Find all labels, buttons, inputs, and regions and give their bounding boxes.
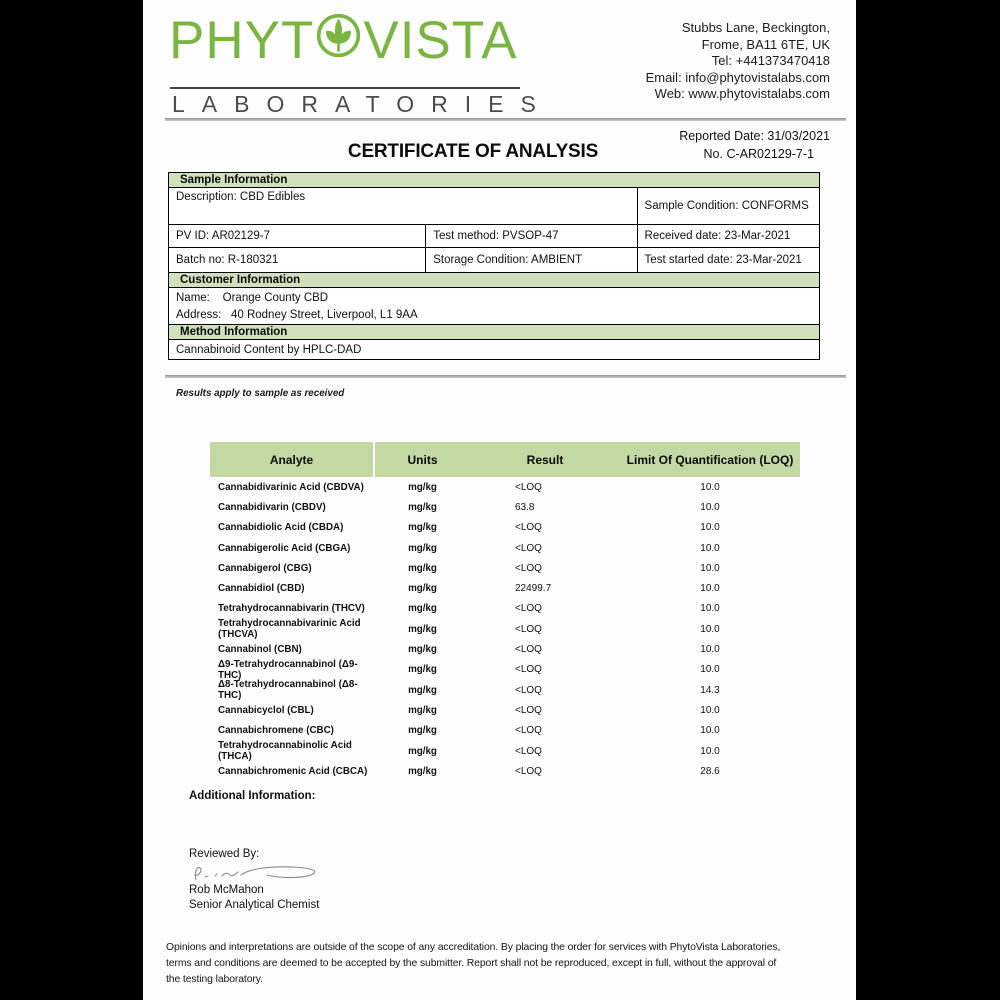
analyte-result: <LOQ <box>515 684 542 696</box>
analyte-units: mg/kg <box>408 704 437 716</box>
disclaimer-line1: Opinions and interpretations are outside of the scope of any accreditation. By placing the order for services with PhytoVista Laboratories, <box>166 942 781 953</box>
customer-information-header: Customer Information <box>168 272 820 288</box>
report-meta <box>679 127 830 163</box>
analyte-result: <LOQ <box>515 644 542 656</box>
sample-information-table <box>168 188 820 273</box>
lab-contact-block <box>646 20 830 103</box>
reviewed-by-label: Reviewed By: <box>189 848 260 860</box>
analyte-units: mg/kg <box>408 684 437 696</box>
results-table-row <box>210 538 800 558</box>
analyte-units: mg/kg <box>408 745 437 757</box>
analyte-name: Δ9-Tetrahydrocannabinol (Δ9-THC) <box>218 658 358 681</box>
results-table-row <box>210 518 800 538</box>
analyte-loq: 10.0 <box>700 745 720 757</box>
results-table-row <box>210 497 800 517</box>
column-header-result: Result <box>526 452 564 467</box>
analyte-loq: 10.0 <box>700 522 720 534</box>
contact-email: Email: info@phytovistalabs.com <box>645 69 830 85</box>
signer-title: Senior Analytical Chemist <box>189 899 320 911</box>
disclaimer-line3: the testing laboratory. <box>166 974 263 985</box>
received-date-cell: Received date: 23-Mar-2021 <box>637 225 819 247</box>
analyte-loq: 14.3 <box>700 684 720 696</box>
contact-web: Web: www.phytovistalabs.com <box>654 86 830 101</box>
analyte-loq: 10.0 <box>700 603 720 615</box>
analyte-result: <LOQ <box>515 603 542 615</box>
analyte-units: mg/kg <box>408 481 437 493</box>
pv-id-cell: PV ID: AR02129-7 <box>176 230 270 242</box>
analyte-result: <LOQ <box>515 745 542 757</box>
sample-information-header: Sample Information <box>168 172 820 188</box>
analyte-name: Cannabichromene (CBC) <box>218 725 334 737</box>
column-header-units: Units <box>407 452 438 467</box>
analyte-result: <LOQ <box>515 765 542 777</box>
analyte-loq: 10.0 <box>700 704 720 716</box>
analyte-loq: 10.0 <box>700 542 720 554</box>
analyte-units: mg/kg <box>408 725 437 737</box>
method-information-box: Cannabinoid Content by HPLC-DAD <box>168 340 820 360</box>
reported-date: Reported Date: 31/03/2021 <box>679 129 830 143</box>
results-table-row <box>210 477 800 497</box>
signer-block <box>189 883 319 913</box>
analyte-result: 22499.7 <box>515 583 552 595</box>
analyte-units: mg/kg <box>408 664 437 676</box>
analyte-name: Cannabidivarinic Acid (CBDVA) <box>218 481 364 493</box>
signer-name: Rob McMahon <box>189 884 264 896</box>
analyte-name: Cannabinol (CBN) <box>218 644 302 656</box>
results-table-body <box>210 477 800 781</box>
contact-address-line1: Stubbs Lane, Beckington, <box>681 20 830 35</box>
column-header-loq: Limit Of Quantification (LOQ) <box>626 452 794 467</box>
header-divider <box>165 118 846 121</box>
leaf-circle-icon <box>315 12 362 68</box>
results-table-row <box>210 741 800 761</box>
analyte-result: <LOQ <box>515 704 542 716</box>
analyte-name: Cannabichromenic Acid (CBCA) <box>218 765 368 777</box>
analyte-units: mg/kg <box>408 765 437 777</box>
results-table <box>210 442 800 781</box>
certificate-page <box>143 0 856 1000</box>
analyte-units: mg/kg <box>408 522 437 534</box>
analyte-name: Cannabigerolic Acid (CBGA) <box>218 542 351 554</box>
contact-phone: Tel: +441373470418 <box>711 53 830 68</box>
analyte-result: <LOQ <box>515 725 542 737</box>
analyte-name: Cannabidiolic Acid (CBDA) <box>218 522 344 534</box>
analyte-name: Cannabidivarin (CBDV) <box>218 501 326 513</box>
analyte-loq: 10.0 <box>700 562 720 574</box>
additional-information-label: Additional Information: <box>189 790 316 802</box>
logo-wordmark <box>169 12 518 68</box>
analyte-loq: 10.0 <box>700 583 720 595</box>
method-information-header: Method Information <box>168 325 820 340</box>
analyte-loq: 10.0 <box>700 501 720 513</box>
customer-name: Name: Orange County CBD <box>176 292 329 304</box>
analyte-loq: 28.6 <box>700 765 720 777</box>
results-table-header <box>210 442 800 477</box>
disclaimer-line2: terms and conditions are deemed to be accepted by the submitter. Report shall not be reproduced, except in full, without the approval of <box>166 958 777 969</box>
results-table-row <box>210 558 800 578</box>
report-number: No. C-AR02129-7-1 <box>703 147 814 161</box>
analyte-loq: 10.0 <box>700 644 720 656</box>
contact-address-line2: Frome, BA11 6TE, UK <box>701 36 830 52</box>
analyte-result: <LOQ <box>515 664 542 676</box>
results-table-row <box>210 639 800 659</box>
analyte-units: mg/kg <box>408 603 437 615</box>
analyte-units: mg/kg <box>408 562 437 574</box>
analyte-result: <LOQ <box>515 623 542 635</box>
batch-no-cell: Batch no: R-180321 <box>176 254 279 266</box>
section-divider <box>165 375 846 378</box>
analyte-loq: 10.0 <box>700 725 720 737</box>
results-table-row <box>210 761 800 781</box>
column-header-analyte: Analyte <box>210 442 375 477</box>
analyte-units: mg/kg <box>408 623 437 635</box>
analyte-loq: 10.0 <box>700 623 720 635</box>
results-table-row <box>210 599 800 619</box>
customer-address: Address: 40 Rodney Street, Liverpool, L1 9AA <box>176 309 418 321</box>
analyte-units: mg/kg <box>408 644 437 656</box>
logo-subtitle: LABORATORIES <box>172 91 553 117</box>
results-table-row <box>210 680 800 700</box>
results-table-row <box>210 660 800 680</box>
analyte-name: Tetrahydrocannabivarinic Acid (THCVA) <box>218 618 361 641</box>
results-table-row <box>210 578 800 598</box>
analyte-name: Cannabidiol (CBD) <box>218 583 305 595</box>
analyte-loq: 10.0 <box>700 664 720 676</box>
customer-information-box <box>168 288 820 325</box>
test-method-cell: Test method: PVSOP-47 <box>425 225 636 247</box>
logo-text-left: PHYT <box>169 10 315 70</box>
analyte-result: <LOQ <box>515 562 542 574</box>
analyte-result: 63.8 <box>515 501 535 513</box>
customer-information-section <box>168 272 820 360</box>
analyte-units: mg/kg <box>408 583 437 595</box>
document-title: CERTIFICATE OF ANALYSIS <box>347 141 599 162</box>
analyte-loq: 10.0 <box>700 481 720 493</box>
analyte-name: Cannabigerol (CBG) <box>218 562 312 574</box>
analyte-name: Δ8-Tetrahydrocannabinol (Δ8-THC) <box>218 679 358 702</box>
analyte-units: mg/kg <box>408 542 437 554</box>
results-note: Results apply to sample as received <box>176 388 345 399</box>
logo-divider <box>170 87 520 89</box>
sample-condition-cell: Sample Condition: CONFORMS <box>637 188 819 224</box>
results-table-row <box>210 619 800 639</box>
analyte-name: Cannabicyclol (CBL) <box>218 704 314 716</box>
analyte-result: <LOQ <box>515 542 542 554</box>
analyte-units: mg/kg <box>408 501 437 513</box>
analyte-result: <LOQ <box>515 481 542 493</box>
phytovista-logo <box>169 12 518 68</box>
test-started-date-cell: Test started date: 23-Mar-2021 <box>637 248 819 272</box>
analyte-result: <LOQ <box>515 522 542 534</box>
analyte-name: Tetrahydrocannabinolic Acid (THCA) <box>218 740 352 763</box>
results-table-row <box>210 700 800 720</box>
sample-information-section <box>168 172 820 273</box>
results-table-row <box>210 721 800 741</box>
sample-description-cell: Description: CBD Edibles <box>176 191 306 203</box>
footer-disclaimer <box>166 940 856 988</box>
logo-text-right: VISTA <box>363 10 518 70</box>
storage-condition-cell: Storage Condition: AMBIENT <box>425 248 636 272</box>
analyte-name: Tetrahydrocannabivarin (THCV) <box>218 603 365 615</box>
